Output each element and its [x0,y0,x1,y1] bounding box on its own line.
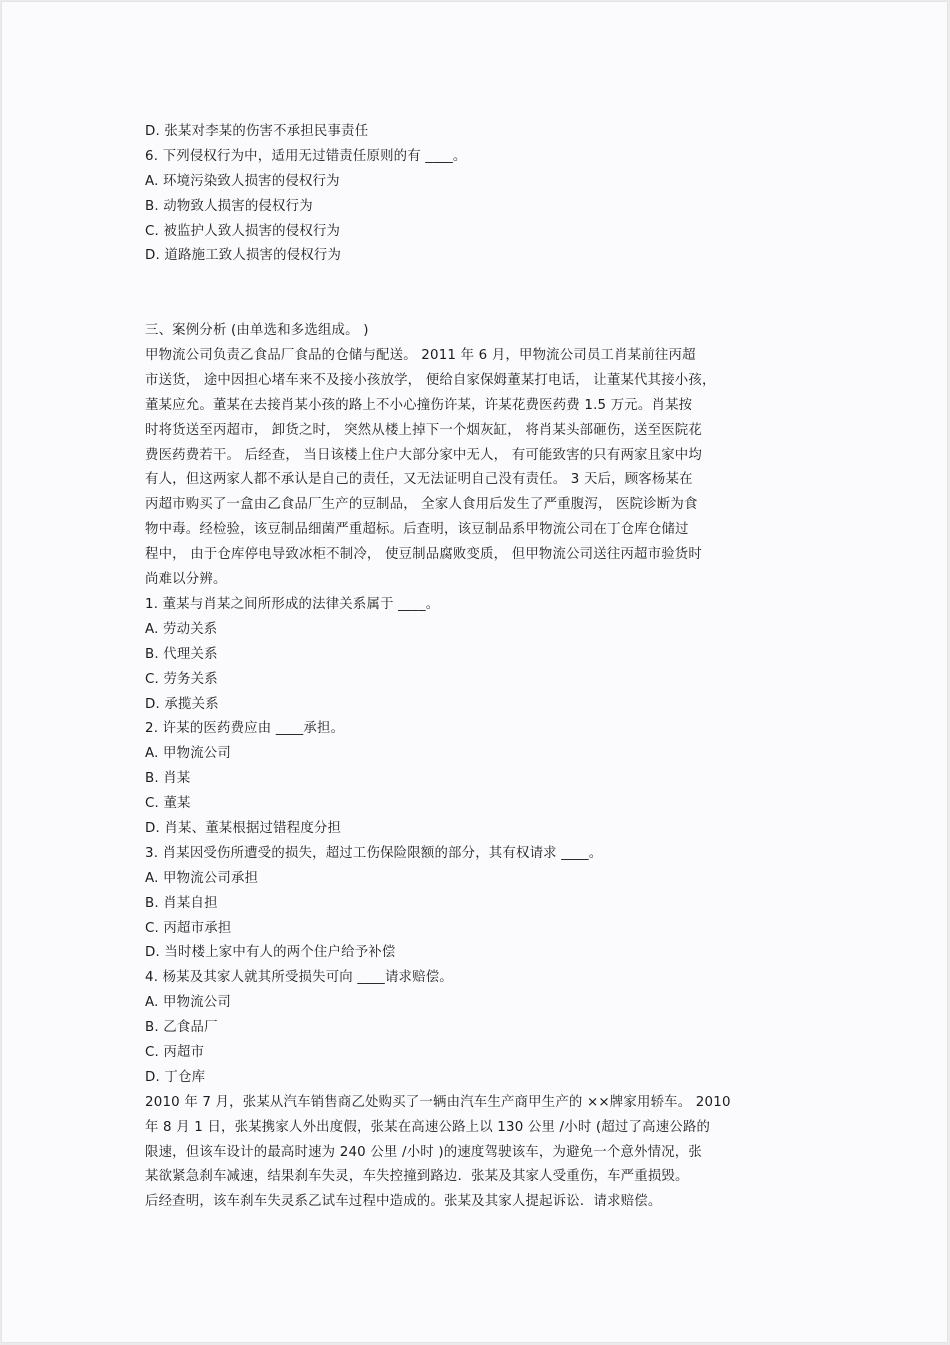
option-a-q1: A. 劳动关系 [145,621,218,637]
section-spacer [145,269,815,319]
option-a-q4: A. 甲物流公司 [145,995,231,1011]
case-paragraph-line: 物中毒。经检验，该豆制品细菌严重超标。后查明，该豆制品系甲物流公司在丁仓库仓储过 [145,522,689,538]
case2-paragraph-line: 年 8 月 1 日，张某携家人外出度假，张某在高速公路上以 130 公里 /小时 (超过了高速公路的 [145,1119,711,1135]
option-d-q3: D. 当时楼上家中有人的两个住户给予补偿 [145,945,396,961]
case-paragraph-line: 市送货， 途中因担心堵车来不及接小孩放学， 便给自家保姆董某打电话， 让董某代其接小孩， [145,372,716,388]
option-c-q4: C. 丙超市 [145,1044,205,1060]
case2-paragraph-line: 某欲紧急刹车减速，结果刹车失灵，车失控撞到路边．张某及其家人受重伤，车严重损毁。 [145,1169,689,1185]
section-heading: 三、案例分析 (由单选和多选组成。 ) [145,323,369,339]
option-b-q4: B. 乙食品厂 [145,1020,218,1036]
case-paragraph-line: 丙超市购买了一盒由乙食品厂生产的豆制品， 全家人食用后发生了严重腹泻， 医院诊断为食 [145,497,698,513]
document-page [2,2,947,1342]
option-d-q5: D. 张某对李某的伤害不承担民事责任 [145,124,369,139]
option-a-q6: A. 环境污染致人损害的侵权行为 [145,173,340,189]
option-c-q1: C. 劳务关系 [145,671,218,687]
option-d-q6: D. 道路施工致人损害的侵权行为 [145,248,342,264]
case-paragraph-line: 有人，但这两家人都不承认是自己的责任，又无法证明自己没有责任。 3 天后，顾客杨某在 [145,472,693,488]
option-d-q2: D. 肖某、董某根据过错程度分担 [145,820,342,836]
option-d-q1: D. 承揽关系 [145,696,219,712]
option-a-q2: A. 甲物流公司 [145,746,231,762]
case-paragraph-line: 甲物流公司负责乙食品厂食品的仓储与配送。 2011 年 6 月，甲物流公司员工肖某前往丙超 [145,348,696,364]
option-b-q2: B. 肖某 [145,771,191,787]
option-d-q4: D. 丁仓库 [145,1069,206,1085]
document-body [145,120,815,1215]
question-2: 2. 许某的医药费应由 ____承担。 [145,721,345,737]
question-4: 4. 杨某及其家人就其所受损失可向 ____请求赔偿。 [145,970,453,986]
case-paragraph-line: 尚难以分辨。 [145,572,227,588]
case-paragraph-line: 程中， 由于仓库停电导致冰柜不制冷， 使豆制品腐败变质， 但甲物流公司送往丙超市验货时 [145,547,702,563]
option-c-q6: C. 被监护人致人损害的侵权行为 [145,223,341,239]
option-b-q3: B. 肖某自担 [145,895,218,911]
question-1: 1. 董某与肖某之间所形成的法律关系属于 ____。 [145,596,440,612]
question-3: 3. 肖某因受伤所遭受的损失，超过工伤保险限额的部分，其有权请求 ____。 [145,845,603,861]
option-b-q1: B. 代理关系 [145,646,218,662]
case2-paragraph-line: 2010 年 7 月，张某从汽车销售商乙处购买了一辆由汽车生产商甲生产的 ××牌家用轿车。 2010 [145,1094,731,1110]
question-6: 6. 下列侵权行为中，适用无过错责任原则的有 ____。 [145,148,467,164]
option-b-q6: B. 动物致人损害的侵权行为 [145,198,313,214]
case-paragraph-line: 费医药费若干。 后经查， 当日该楼上住户大部分家中无人， 有可能致害的只有两家且家中均 [145,447,702,463]
case2-paragraph-line: 后经查明，该车刹车失灵系乙试车过程中造成的。张某及其家人提起诉讼．请求赔偿。 [145,1194,662,1210]
case-paragraph-line: 董某应允。董某在去接肖某小孩的路上不小心撞伤许某，许某花费医药费 1.5 万元。肖某按 [145,397,693,413]
case-paragraph-line: 时将货送至丙超市， 卸货之时， 突然从楼上掉下一个烟灰缸， 将肖某头部砸伤，送至医院花 [145,422,702,438]
option-c-q2: C. 董某 [145,796,191,812]
case2-paragraph-line: 限速，但该车设计的最高时速为 240 公里 /小时 )的速度驾驶该车，为避免一个意外情况，张 [145,1144,702,1160]
option-c-q3: C. 丙超市承担 [145,920,232,936]
option-a-q3: A. 甲物流公司承担 [145,870,259,886]
